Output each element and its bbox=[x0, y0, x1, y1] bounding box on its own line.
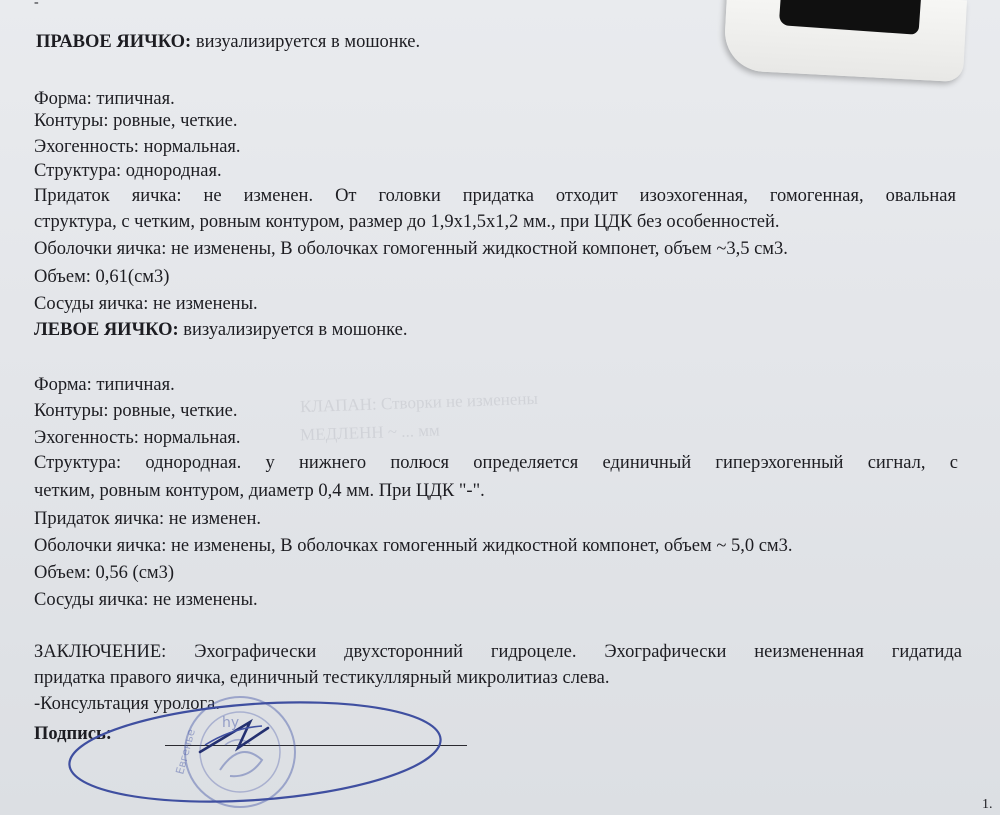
left-contours: Контуры: ровные, четкие. bbox=[34, 401, 238, 421]
left-testicle-heading: ЛЕВОЕ ЯИЧКО: bbox=[34, 320, 179, 340]
stamp-text-left: Евгенье bbox=[173, 727, 198, 776]
show-through-text-1: КЛАПАН: Створки не изменены bbox=[299, 388, 539, 417]
right-vessels: Сосуды яичка: не изменены. bbox=[34, 294, 258, 314]
left-volume: Объем: 0,56 (см3) bbox=[34, 563, 175, 583]
right-echogenicity: Эхогенность: нормальная. bbox=[34, 137, 241, 157]
right-form: Форма: типичная. bbox=[34, 89, 175, 109]
handwritten-signature bbox=[66, 691, 444, 813]
left-echogenicity: Эхогенность: нормальная. bbox=[34, 428, 241, 448]
right-contours: Контуры: ровные, четкие. bbox=[34, 111, 238, 131]
left-form: Форма: типичная. bbox=[34, 375, 175, 395]
right-volume: Объем: 0,61(см3) bbox=[34, 267, 170, 287]
left-structure-line-2: четким, ровным контуром, диаметр 0,4 мм. При ЦДК "-". bbox=[34, 481, 485, 501]
conclusion-line-1: ЗАКЛЮЧЕНИЕ: Эхографически двухсторонний гидроцеле. Эхографически неизмененная гидатида bbox=[34, 642, 962, 662]
right-structure: Структура: однородная. bbox=[34, 161, 222, 181]
top-mark: - bbox=[34, 0, 39, 10]
round-stamp bbox=[173, 697, 295, 807]
stamp-text-top: hy bbox=[222, 715, 240, 731]
left-appendage: Придаток яичка: не изменен. bbox=[34, 509, 261, 529]
right-membranes: Оболочки яичка: не изменены, В оболочках гомогенный жидкостной компонет, объем ~3,5 см3. bbox=[34, 239, 788, 259]
show-through-text-2: МЕДЛЕНН ~ ... мм bbox=[299, 420, 441, 445]
right-appendage-line-1: Придаток яичка: не изменен. От головки придатка отходит изоэхогенная, гомогенная, овальная bbox=[34, 186, 956, 206]
right-appendage-line-2: структура, с четким, ровным контуром, размер до 1,9х1,5х1,2 мм., при ЦДК без особенностей. bbox=[34, 212, 780, 232]
conclusion-line-2: придатка правого яичка, единичный тестикуллярный микролитиаз слева. bbox=[34, 668, 610, 688]
page-mark: 1. bbox=[982, 797, 993, 812]
signature-label: Подпись: bbox=[34, 724, 112, 744]
left-membranes: Оболочки яичка: не изменены, В оболочках гомогенный жидкостной компонет, объем ~ 5,0 см3. bbox=[34, 536, 793, 556]
right-testicle-heading: ПРАВОЕ ЯИЧКО: bbox=[36, 32, 192, 52]
left-vessels: Сосуды яичка: не изменены. bbox=[34, 590, 258, 610]
right-testicle-heading-text: визуализируется в мошонке. bbox=[191, 32, 421, 52]
recommendation: -Консультация уролога. bbox=[34, 694, 220, 714]
left-structure-line-1: Структура: однородная. у нижнего полюся определяется единичный гиперэхогенный сигнал, с bbox=[34, 453, 958, 473]
left-testicle-heading-text: визуализируется в мошонке. bbox=[178, 320, 408, 340]
